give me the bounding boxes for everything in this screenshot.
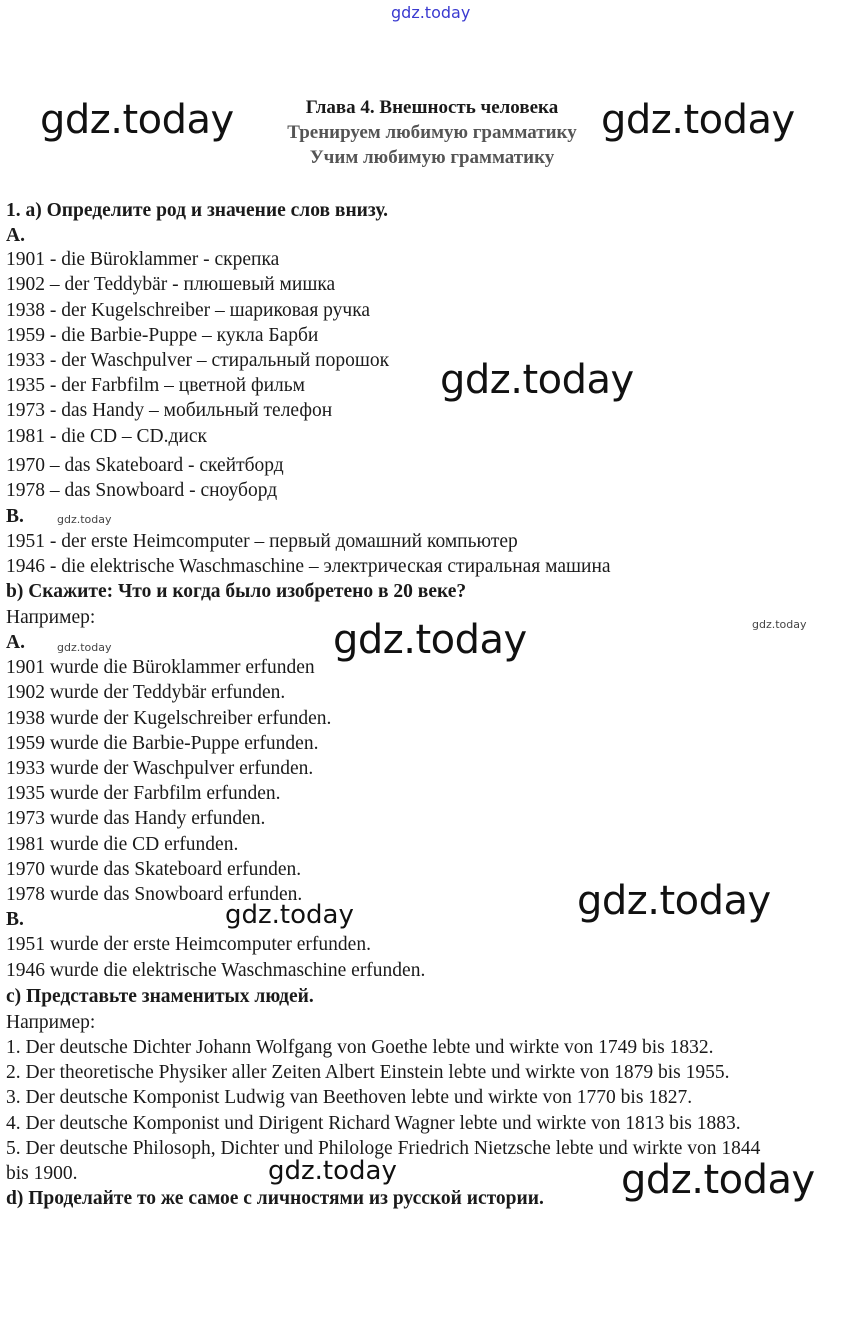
task-1a-list-item: 1981 - die CD – CD.диск bbox=[6, 426, 207, 447]
task-1b-list-item: 1951 wurde der erste Heimcomputer erfunden. bbox=[6, 934, 371, 955]
watermark-medium: gdz.today bbox=[225, 900, 354, 930]
task-1a-group-a-label: A. bbox=[6, 225, 25, 246]
task-1a-list-item: 1935 - der Farbfilm – цветной фильм bbox=[6, 375, 305, 396]
task-1a-list-item: 1973 - das Handy – мобильный телефон bbox=[6, 400, 333, 421]
watermark: gdz.today bbox=[333, 617, 527, 663]
watermark-small: gdz.today bbox=[752, 618, 807, 631]
task-1b-example-label: Например: bbox=[6, 607, 96, 628]
task-1a-list-item: 1901 - die Büroklammer - скрепка bbox=[6, 249, 280, 270]
subtitle-train-grammar: Тренируем любимую грамматику bbox=[287, 122, 577, 143]
task-1b-list-item: 1981 wurde die CD erfunden. bbox=[6, 834, 239, 855]
task-1c-list-item: 4. Der deutsche Komponist und Dirigent Richard Wagner lebte und wirkte von 1813 bis 1883. bbox=[6, 1113, 741, 1134]
watermark-medium: gdz.today bbox=[268, 1156, 397, 1186]
task-1b-list-item: 1935 wurde der Farbfilm erfunden. bbox=[6, 783, 281, 804]
task-1c-list-item: 3. Der deutsche Komponist Ludwig van Beethoven lebte und wirkte von 1770 bis 1827. bbox=[6, 1087, 693, 1108]
task-1b-list-item: 1973 wurde das Handy erfunden. bbox=[6, 808, 266, 829]
task-1a-heading: 1. а) Определите род и значение слов внизу. bbox=[6, 200, 389, 221]
watermark-top: gdz.today bbox=[391, 3, 471, 22]
task-1b-group-a-label: A. bbox=[6, 632, 25, 653]
watermark: gdz.today bbox=[40, 97, 234, 143]
task-1b-group-b-label: B. bbox=[6, 909, 24, 930]
task-1b-list-item: 1938 wurde der Kugelschreiber erfunden. bbox=[6, 708, 332, 729]
task-1b-list-item: 1946 wurde die elektrische Waschmaschine erfunden. bbox=[6, 960, 426, 981]
task-1c-list-item: 1. Der deutsche Dichter Johann Wolfgang von Goethe lebte und wirkte von 1749 bis 1832. bbox=[6, 1037, 714, 1058]
watermark: gdz.today bbox=[577, 878, 771, 924]
watermark: gdz.today bbox=[601, 97, 795, 143]
task-1a-list-item: 1959 - die Barbie-Puppe – кукла Барби bbox=[6, 325, 319, 346]
task-1a-list-item: 1938 - der Kugelschreiber – шариковая ручка bbox=[6, 300, 371, 321]
task-1c-heading: c) Представьте знаменитых людей. bbox=[6, 986, 314, 1007]
task-1c-list-item: 5. Der deutsche Philosoph, Dichter und Philologe Friedrich Nietzsche lebte und wirkte von 1844 bbox=[6, 1138, 761, 1159]
subtitle-learn-grammar: Учим любимую грамматику bbox=[309, 147, 555, 168]
watermark: gdz.today bbox=[440, 357, 634, 403]
task-1a-list-item: 1933 - der Waschpulver – стиральный порошок bbox=[6, 350, 390, 371]
task-1b-heading: b) Скажите: Что и когда было изобретено в 20 веке? bbox=[6, 581, 467, 602]
chapter-title: Глава 4. Внешность человека bbox=[305, 97, 559, 118]
task-1c-example-label: Например: bbox=[6, 1012, 96, 1033]
watermark: gdz.today bbox=[621, 1157, 815, 1203]
task-1a-list-item: 1946 - die elektrische Waschmaschine – электрическая стиральная машина bbox=[6, 556, 611, 577]
task-1a-group-b-label: B. bbox=[6, 506, 24, 527]
task-1a-list-item: 1902 – der Teddybär - плюшевый мишка bbox=[6, 274, 336, 295]
task-1b-list-item: 1901 wurde die Büroklammer erfunden bbox=[6, 657, 315, 678]
task-1b-list-item: 1902 wurde der Teddybär erfunden. bbox=[6, 682, 286, 703]
task-1a-list-item: 1978 – das Snowboard - сноуборд bbox=[6, 480, 278, 501]
watermark-small: gdz.today bbox=[57, 513, 112, 526]
watermark-small: gdz.today bbox=[57, 641, 112, 654]
task-1b-list-item: 1970 wurde das Skateboard erfunden. bbox=[6, 859, 302, 880]
task-1a-list-item: 1951 - der erste Heimcomputer – первый домашний компьютер bbox=[6, 531, 518, 552]
task-1b-list-item: 1959 wurde die Barbie-Puppe erfunden. bbox=[6, 733, 319, 754]
task-1c-list-item: bis 1900. bbox=[6, 1163, 78, 1184]
task-1c-list-item: 2. Der theoretische Physiker aller Zeiten Albert Einstein lebte und wirkte von 1879 bis 1955. bbox=[6, 1062, 730, 1083]
task-1a-list-item: 1970 – das Skateboard - скейтборд bbox=[6, 455, 284, 476]
task-1d-heading: d) Проделайте то же самое с личностями из русской истории. bbox=[6, 1188, 544, 1209]
task-1b-list-item: 1978 wurde das Snowboard erfunden. bbox=[6, 884, 303, 905]
task-1b-list-item: 1933 wurde der Waschpulver erfunden. bbox=[6, 758, 314, 779]
